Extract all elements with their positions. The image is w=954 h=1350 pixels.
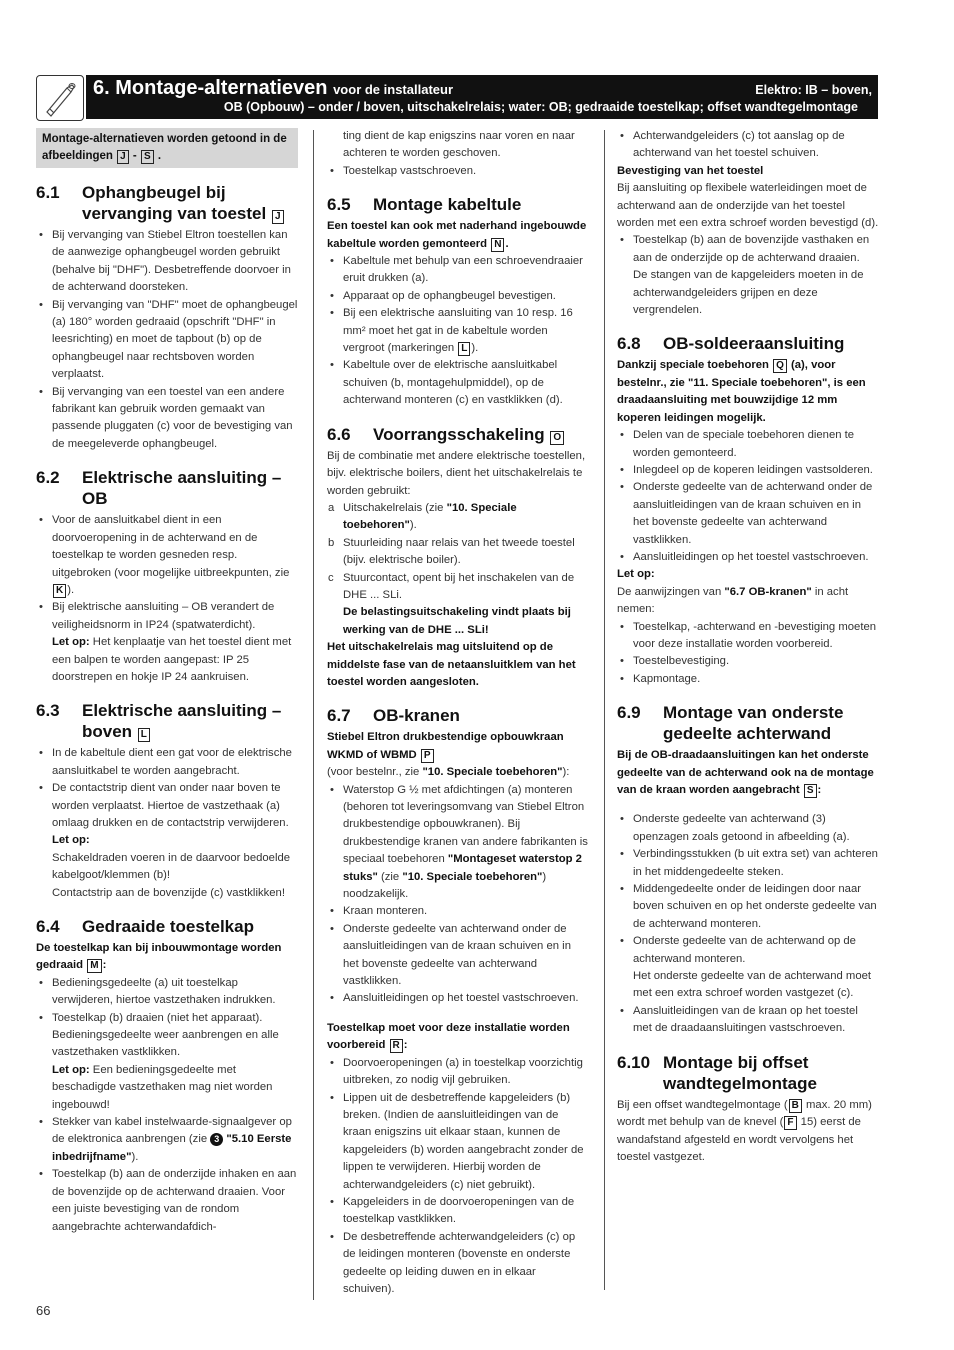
column-3 [617,128,879,1166]
list-item: • Kabeltule met behulp van een schroevendraaier eruit drukken (a). [327,253,589,288]
section-6-7-list [327,782,589,1008]
list-item: • Toestelkap (b) draaien (niet het apparaat). Bedieningsgedeelte weer aanbrengen en alle vastzethaken vastklikken. Let op: Een bedieningsgedeelte met beschadigde vastzethaken mag niet worden ingebouwd! [36,1010,298,1114]
header-right: Elektro: IB – boven, [755,83,872,97]
section-6-5-intro: Een toestel kan ook met naderhand ingebouwde kabeltule worden gemonteerd N . [327,220,587,250]
section-6-1-list [36,227,298,453]
section-6-5-heading: 6.5 Montage kabeltule [327,195,522,215]
section-6-10-text: Bij een offset wandtegelmontage ( B max. 20 mm) wordt met behulp van de knevel ( F 15) eerst de wandafstand afgesteld en wordt vervolgens het toestel vastgezet. [617,1098,872,1163]
chapter-header [86,75,878,119]
section-6-7-kap-list [327,1055,589,1299]
section-6-10-heading: 6.10 Montage bij offset wandtegelmontage [617,1052,817,1093]
list-item: • Bij elektrische aansluiting – OB verandert de veiligheidsnorm in IP24 (spatwaterdicht). Let op: Het kenplaatje van het toestel dient met een balpen te worden aangepast: IP 25 doorstrepen en hokje IP 24 aankruisen. [36,599,298,686]
section-6-6-list [327,500,589,639]
page-number: 66 [36,1303,51,1318]
list-item: • Kapgeleiders in de doorvoeropeningen van de toestelkap vastklikken. [327,1194,589,1229]
list-item: • Bij vervanging van "DHF" moet de ophangbeugel (a) 180° worden gedraaid (opschrift "DHF" in leesrichting) en moet de tapbout (b) op de ophangbeugel naar rechtsboven worden verplaatst. [36,297,298,384]
section-6-7-kap-intro: Toestelkap moet voor deze installatie worden voorbereid R : [327,1021,570,1052]
section-6-3-list [36,745,298,902]
section-6-9-heading: 6.9 Montage van onderste gedeelte achterwand [617,703,844,744]
list-item: • Toestelkap, -achterwand en -bevestiging moeten voor deze installatie worden voorbereid. [617,619,879,654]
list-item: a Uitschakelrelais (zie "10. Speciale toebehoren"). [327,500,589,535]
section-6-5-list [327,253,589,410]
let-op-label: Let op: [617,568,655,581]
continued-text: ting dient de kap enigszins naar voren en naar achteren te worden geschoven. [343,130,575,160]
chapter-title: 6. Montage-alternatieven voor de installateur [93,77,453,99]
list-item: • Stekker van kabel instelwaarde-signaalgever op de elektronica aanbrengen (zie 3 "5.10 Eerste inbedrijfname"). [36,1114,298,1166]
list-item: • Lippen uit de desbetreffende kapgeleiders (b) breken. (Indien de aansluitleidingen van de kraan enigszins uit elkaar staan, kunnen de kapgeleiders (b) worden aangebracht zonder de lippen te verwijderen. Hierbij worden de achterwandgeleiders (c) niet gebruikt). [327,1090,589,1194]
bevestiging-text: Bij aansluiting op flexibele waterleidingen moet de achterwand aan de onderzijde van het toestel worden met een extra schroef worden bevestigd (d). [617,182,879,230]
section-6-4-list [36,975,298,1236]
list-item: • In de kabeltule dient een gat voor de elektrische aansluitkabel te worden aangebracht. [36,745,298,780]
list-item: • Onderste gedeelte van de achterwand op de achterwand monteren. Het onderste gedeelte van de achterwand moet met een extra schroef worden vastgezet (c). [617,933,879,1003]
section-6-3-heading: 6.3 Elektrische aansluiting – boven L [36,701,282,742]
list-item: • Kapmontage. [617,671,879,688]
column-2 [327,128,589,1298]
bevestiging-title: Bevestiging van het toestel [617,164,764,177]
list-item: • Doorvoeropeningen (a) in toestelkap voorzichtig uitbreken, zo nodig vijl gebruiken. [327,1055,589,1090]
list-item: • Aansluitleidingen op het toestel vastschroeven. [327,990,589,1007]
section-6-6-outro: Het uitschakelrelais mag uitsluitend op de middelste fase van de netaansluitklem van het toestel worden aangesloten. [327,641,576,688]
section-6-4-intro: De toestelkap kan bij inbouwmontage worden gedraaid M : [36,942,282,972]
list-item: • Toestelkap vastschroeven. [327,163,589,180]
list-item: • Voor de aansluitkabel dient in een doorvoeropening in de achterwand en de toestelkap te worden gesneden resp. uitgebroken (voor mogelijke uitbreekpunten, zie K ). [36,512,298,599]
list-item: • Bij vervanging van een toestel van een andere fabrikant kan gebruik worden gemaakt van passende pluggaten (c) voor de bevestiging van de meegeleverde ophangbeugel. [36,384,298,454]
list-item: • Aansluitleidingen van de kraan op het toestel met de draadaansluitingen vastschroeven. [617,1003,879,1038]
section-6-8-heading: 6.8 OB-soldeeraansluiting [617,334,845,354]
section-6-6-intro: Bij de combinatie met andere elektrische toestellen, bijv. elektrische boilers, dient het uitschakelrelais te worden gebruikt: [327,449,586,497]
reference-circle-icon: 3 [210,1133,223,1146]
list-item: • Onderste gedeelte van achterwand (3) openzagen zoals getoond in afbeelding (a). [617,811,879,846]
section-6-7-intro: Stiebel Eltron drukbestendige opbouwkraan WKMD of WBMD P [327,731,564,761]
list-item: • Onderste gedeelte van de achterwand onder de aansluitleidingen van de kraan schuiven en in het bovenste gedeelte van achterwand vastklikken. [617,479,879,549]
section-6-8-intro: Dankzij speciale toebehoren Q (a), voor bestelnr., zie "11. Speciale toebehoren", is een draadaansluiting met bouwzijdige 12 mm koperen leidingen mogelijk. [617,359,866,424]
list-item: • Delen van de speciale toebehoren dienen te worden gemonteerd. [617,427,879,462]
section-6-6-heading: 6.6 Voorrangsschakeling O [327,424,589,445]
list-item: • Bij een elektrische aansluiting van 10 resp. 16 mm² moet het gat in de kabeltule worden vergroot (markeringen L ). [327,305,589,357]
column-1 [36,128,298,1236]
section-6-8-list [617,427,879,566]
list-item: • Apparaat op de ophangbeugel bevestigen. [327,288,589,305]
list-item: • Toestelkap (b) aan de bovenzijde vasthaken en aan de onderzijde op de achterwand draaien. De stangen van de kapgeleiders moeten in de achterwandgeleiders grijpen en deze vergrendelen. [617,232,879,319]
list-item: • Kabeltule over de elektrische aansluitkabel schuiven (b, montagehulpmiddel), op de achterwand monteren (c) en vastklikken (d). [327,357,589,409]
list-item: • Inlegdeel op de koperen leidingen vastsolderen. [617,462,879,479]
section-6-7-heading: 6.7 OB-kranen [327,706,460,726]
section-6-9-list [617,811,879,1037]
list-item: • Middengedeelte onder de leidingen door naar boven schuiven en op het onderste gedeelte van de achterwand monteren. [617,881,879,933]
list-item: • Kraan monteren. [327,903,589,920]
section-6-2-heading: 6.2 Elektrische aansluiting – OB [36,468,282,509]
column-rule-1 [313,130,314,1300]
list-item: • Aansluitleidingen op het toestel vastschroeven. [617,549,879,566]
list-item: • Toestelbevestiging. [617,653,879,670]
list-item: • Toestelkap (b) aan de onderzijde inhaken en aan de bovenzijde op de achterwand draaien. Voor een juiste bevestiging van de rondom aangebrachte achterwandafdich- [36,1166,298,1236]
list-item: • Onderste gedeelte van achterwand onder de aansluitleidingen van de kraan schuiven en in het bovenste gedeelte van achterwand vastklikken. [327,921,589,991]
let-op-text: De aanwijzingen van "6.7 OB-kranen" in acht nemen: [617,585,849,616]
list-item: • Verbindingsstukken (b uit extra set) van achteren in het middengedeelte steken. [617,846,879,881]
list-item: c Stuurcontact, opent bij het inschakelen van de DHE ... SLi. De belastingsuitschakeling vindt plaats bij werking van de DHE ... SLi! [327,570,589,640]
section-6-2-list [36,512,298,686]
section-6-1-heading: 6.1 Ophangbeugel bij vervanging van toestel J [36,182,298,224]
list-item: b Stuurleiding naar relais van het tweede toestel (bijv. elektrische boiler). [327,535,589,570]
tools-icon [36,75,84,121]
column-rule-2 [604,130,605,1290]
section-6-9-intro: Bij de OB-draadaansluitingen kan het onderste gedeelte van de achterwand ook na de montage van de kraan worden aangebracht S : [617,749,874,796]
list-item: • Achterwandgeleiders (c) tot aanslag op de achterwand van het toestel schuiven. [617,128,879,163]
section-6-4-heading: 6.4 Gedraaide toestelkap [36,917,254,936]
list-item: • De desbetreffende achterwandgeleiders (c) op de leidingen monteren (bovenste en onderste gedeelte op leiding duwen en in elkaar schuiven). [327,1229,589,1299]
list-item: • De contactstrip dient van onder naar boven te worden verplaatst. Hiertoe de vastzethaak (a) omlaag drukken en de contactstrip verwijderen. Let op: Schakeldraden voeren in de daarvoor bedoelde kabelgoot/klemmen (b)! Contactstrip aan de bovenzijde (c) vastklikken! [36,780,298,902]
list-item: • Bij vervanging van Stiebel Eltron toestellen kan de aanwezige ophangbeugel worden gebruikt (behalve bij "DHF"). Desbetreffende doorvoer in de achterwand doorsteken. [36,227,298,297]
header-subline: OB (Opbouw) – onder / boven, uitschakelrelais; water: OB; gedraaide toestelkap; offset wandtegelmontage [223,100,858,114]
section-6-7-ref: (voor bestelnr., zie "10. Speciale toebehoren"): [327,766,570,779]
list-item: • Bedieningsgedeelte (a) uit toestelkap verwijderen, hiertoe vastzethaken indrukken. [36,975,298,1010]
figure-note: Montage-alternatieven worden getoond in de afbeeldingen J - S . [36,128,298,168]
list-item: • Waterstop G ½ met afdichtingen (a) monteren (behoren tot leveringsomvang van Stiebel Eltron drukbestendige opbouwkranen). Bij drukbestendige kranen van andere fabrikanten is speciaal toebehoren "Montageset waterstop 2 stuks" (zie "10. Speciale toebehoren") noodzakelijk. [327,782,589,904]
